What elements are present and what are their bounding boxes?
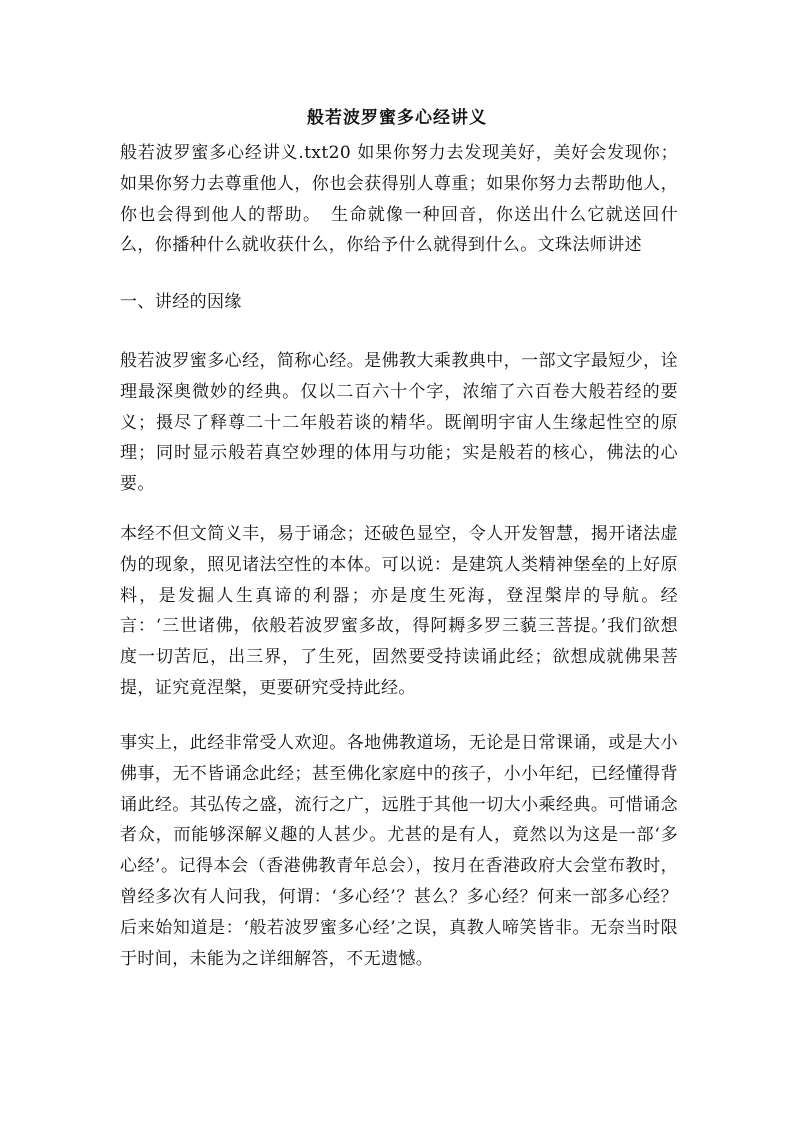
document-title: 般若波罗蜜多心经讲义 [307, 108, 487, 128]
section-heading: 一、讲经的因缘 [120, 292, 242, 312]
body-paragraph-3: 事实上，此经非常受人欢迎。各地佛教道场，无论是日常课诵，或是大小佛事，无不皆诵念此经；甚至佛化家庭中的孩子，小小年纪，已经懂得背诵此经。其弘传之盛，流行之广，远胜于其他一切大小乘经典。可惜诵念者众，而能够深解义趣的人甚少。尤甚的是有人，竟然以为这是一部‘多心经’。记得本会（香港佛教青年总会），按月在香港政府大会堂布教时，曾经多次有人问我，何谓：‘多心经’？甚么？多心经？何来一部多心经？后来始知道是：‘般若波罗蜜多心经’之误，真教人啼笑皆非。无奈当时限于时间，未能为之详细解答，不无遗憾。 [120, 733, 678, 969]
body-paragraph-2: 本经不但文简义丰，易于诵念；还破色显空，令人开发智慧，揭开诸法虚伪的现象，照见诸法空性的本体。可以说：是建筑人类精神堡垒的上好原料，是发掘人生真谛的利器；亦是度生死海，登涅槃岸的导航。经言：‘三世诸佛，依般若波罗蜜多故，得阿耨多罗三藐三菩提。’我们欲想度一切苦厄，出三界，了生死，固然要受持读诵此经；欲想成就佛果菩提，证究竟涅槃，更要研究受持此经。 [120, 524, 678, 698]
body-paragraph-1: 般若波罗蜜多心经，简称心经。是佛教大乘教典中，一部文字最短少，诠理最深奥微妙的经典。仅以二百六十个字，浓缩了六百卷大般若经的要义；摄尽了释尊二十二年般若谈的精华。既阐明宇宙人生缘起性空的原理；同时显示般若真空妙理的体用与功能；实是般若的核心，佛法的心要。 [120, 351, 678, 495]
intro-paragraph: 般若波罗蜜多心经讲义.txt20 如果你努力去发现美好，美好会发现你；如果你努力去尊重他人，你也会获得别人尊重；如果你努力去帮助他人，你也会得到他人的帮助。 生命就像一种回音，你送出什么它就送回什么，你播种什么就收获什么，你给予什么就得到什么。文珠法师讲述 [120, 143, 678, 256]
